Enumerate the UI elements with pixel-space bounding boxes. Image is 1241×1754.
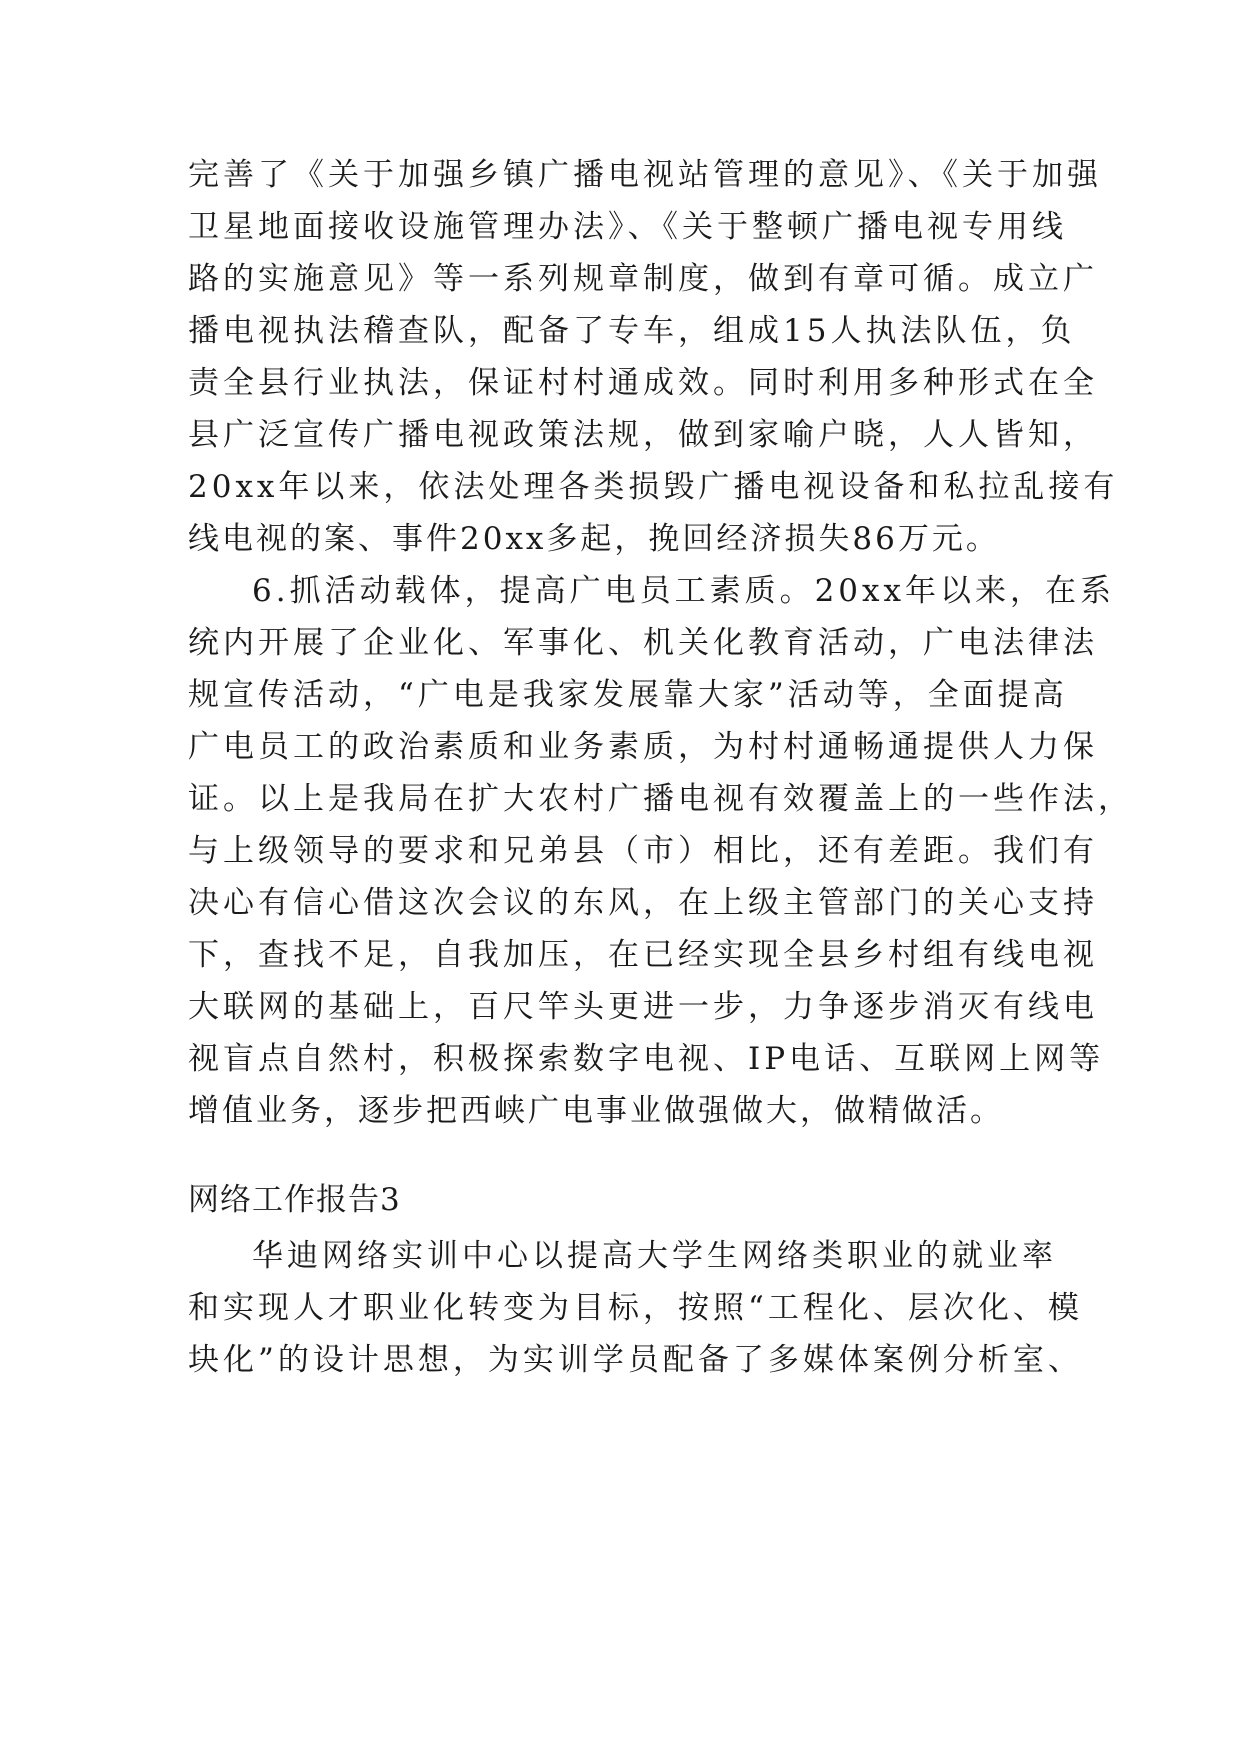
paragraph-line: 20xx年以来，依法处理各类损毁广播电视设备和私拉乱接有 [188,469,1119,505]
paragraph-line: 统内开展了企业化、军事化、机关化教育活动，广电法律法 [188,625,1098,661]
paragraph-line: 6.抓活动载体，提高广电员工素质。20xx年以来，在系 [252,573,1115,609]
paragraph-line: 线电视的案、事件20xx多起，挽回经济损失86万元。 [188,521,1000,557]
paragraph-line: 华迪网络实训中心以提高大学生网络类职业的就业率 [252,1238,1057,1274]
paragraph-line: 完善了《关于加强乡镇广播电视站管理的意见》、《关于加强 [188,157,1102,193]
paragraph-line: 和实现人才职业化转变为目标，按照“工程化、层次化、模 [188,1290,1083,1326]
paragraph-line: 下，查找不足，自我加压，在已经实现全县乡村组有线电视 [188,937,1098,973]
paragraph-line: 增值业务，逐步把西峡广电事业做强做大，做精做活。 [188,1093,1004,1129]
paragraph-line: 卫星地面接收设施管理办法》、《关于整顿广播电视专用线 [188,209,1067,245]
paragraph-line: 证。以上是我局在扩大农村广播电视有效覆盖上的一些作法， [188,781,1133,817]
paragraph-line: 与上级领导的要求和兄弟县（市）相比，还有差距。我们有 [188,833,1098,869]
paragraph-line: 决心有信心借这次会议的东风，在上级主管部门的关心支持 [188,885,1098,921]
paragraph-line: 规宣传活动，“广电是我家发展靠大家”活动等，全面提高 [188,677,1068,713]
paragraph-line: 路的实施意见》等一系列规章制度，做到有章可循。成立广 [188,261,1098,297]
paragraph-line: 视盲点自然村，积极探索数字电视、IP电话、互联网上网等 [188,1041,1105,1077]
paragraph-line: 广电员工的政治素质和业务素质，为村村通畅通提供人力保 [188,729,1098,765]
section-heading: 网络工作报告3 [188,1182,401,1218]
paragraph-line: 县广泛宣传广播电视政策法规，做到家喻户晓，人人皆知， [188,417,1098,453]
paragraph-line: 播电视执法稽查队，配备了专车，组成15人执法队伍，负 [188,313,1076,349]
paragraph-line: 大联网的基础上，百尺竿头更进一步，力争逐步消灭有线电 [188,989,1098,1025]
paragraph-line: 责全县行业执法，保证村村通成效。同时利用多种形式在全 [188,365,1098,401]
paragraph-line: 块化”的设计思想，为实训学员配备了多媒体案例分析室、 [188,1342,1083,1378]
